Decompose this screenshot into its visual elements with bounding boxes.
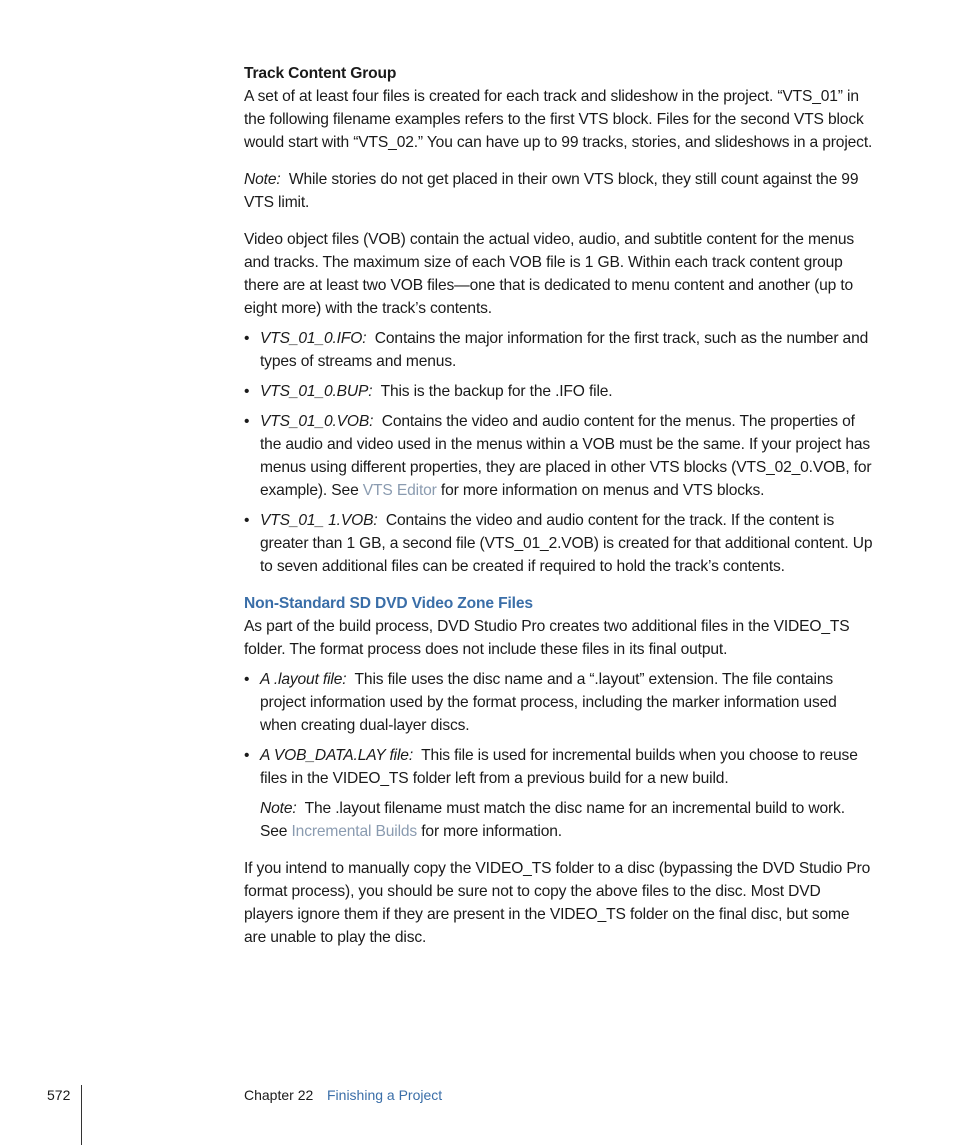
note-paragraph (244, 168, 874, 214)
list-item (244, 380, 874, 403)
bullet-list-extra-files (244, 668, 874, 790)
bullet-icon: • (244, 330, 250, 347)
bullet-icon: • (244, 747, 250, 764)
description: This file uses the disc name and a “.layout” extension. The file contains project information used by the format process, including the marker information used when creating dual-layer discs. (260, 671, 837, 734)
section-heading-nonstandard: Non-Standard SD DVD Video Zone Files (244, 595, 533, 612)
list-item (244, 509, 874, 578)
chapter-title: Finishing a Project (327, 1087, 443, 1103)
page-number: 572 (47, 1087, 71, 1103)
description: This is the backup for the .IFO file. (380, 383, 613, 400)
description: Contains the video and audio content for the menus. The properties of the audio and video used in the menus within a VOB must be the same. If your project has menus using different properties, they are placed in other VTS blocks (VTS_02_0.VOB, for example). See (260, 413, 872, 499)
term: VTS_01_0.BUP: (260, 383, 373, 400)
list-item (244, 327, 874, 373)
bullet-icon: • (244, 413, 250, 430)
description-continued: for more information on menus and VTS blocks. (440, 482, 765, 499)
bullet-icon: • (244, 383, 250, 400)
term: A VOB_DATA.LAY file: (260, 747, 413, 764)
footer-divider (81, 1085, 82, 1145)
note-text-continued: for more information. (421, 823, 562, 840)
link-vts-editor[interactable]: VTS Editor (362, 482, 437, 499)
list-item (244, 744, 874, 790)
description: Contains the major information for the first track, such as the number and types of streams and menus. (260, 330, 869, 370)
link-incremental-builds[interactable]: Incremental Builds (291, 823, 418, 840)
bullet-icon: • (244, 512, 250, 529)
description: This file is used for incremental builds when you choose to reuse files in the VIDEO_TS folder left from a previous build for a new build. (260, 747, 858, 787)
note-text: While stories do not get placed in their own VTS block, they still count against the 99 VTS limit. (244, 171, 859, 211)
subheading-track-content-group: Track Content Group (244, 65, 397, 82)
page-footer (0, 1085, 954, 1145)
note-label: Note: (260, 800, 297, 817)
paragraph-nonstandard-intro: As part of the build process, DVD Studio Pro creates two additional files in the VIDEO_TS folder. The format process does not include these files in its final output. (244, 618, 850, 658)
note-label: Note: (244, 171, 281, 188)
paragraph-track-group-intro: A set of at least four files is created for each track and slideshow in the project. “VTS_01” in the following filename examples refers to the first VTS block. Files for the second VTS block would start with “VTS_02.” You can have up to 99 tracks, stories, and slideshows in a project. (244, 88, 873, 151)
paragraph-vob-intro: Video object files (VOB) contain the actual video, audio, and subtitle content for the menus and tracks. The maximum size of each VOB file is 1 GB. Within each track content group there are at least two VOB files—one that is dedicated to menu content and another (up to eight more) with the track’s contents. (244, 231, 855, 317)
paragraph-closing: If you intend to manually copy the VIDEO_TS folder to a disc (bypassing the DVD Studio Pro format process), you should be sure not to copy the above files to the disc. Most DVD players ignore them if they are present in the VIDEO_TS folder on the final disc, but some are unable to play the disc. (244, 860, 871, 946)
bullet-list-vts-files (244, 327, 874, 578)
term: VTS_01_0.IFO: (260, 330, 367, 347)
chapter-label: Chapter 22 (244, 1087, 314, 1103)
term: A .layout file: (260, 671, 347, 688)
page-content (244, 62, 874, 949)
note-text: The .layout filename must match the disc name for an incremental build to work. See (260, 800, 845, 840)
list-item (244, 410, 874, 502)
description: Contains the video and audio content for the track. If the content is greater than 1 GB, a second file (VTS_01_2.VOB) is created for that additional content. Up to seven additional files can be created if required to hold the track’s contents. (260, 512, 873, 575)
term: VTS_01_ 1.VOB: (260, 512, 378, 529)
list-item (244, 668, 874, 737)
note-paragraph-incremental (244, 797, 874, 843)
term: VTS_01_0.VOB: (260, 413, 374, 430)
bullet-icon: • (244, 671, 250, 688)
